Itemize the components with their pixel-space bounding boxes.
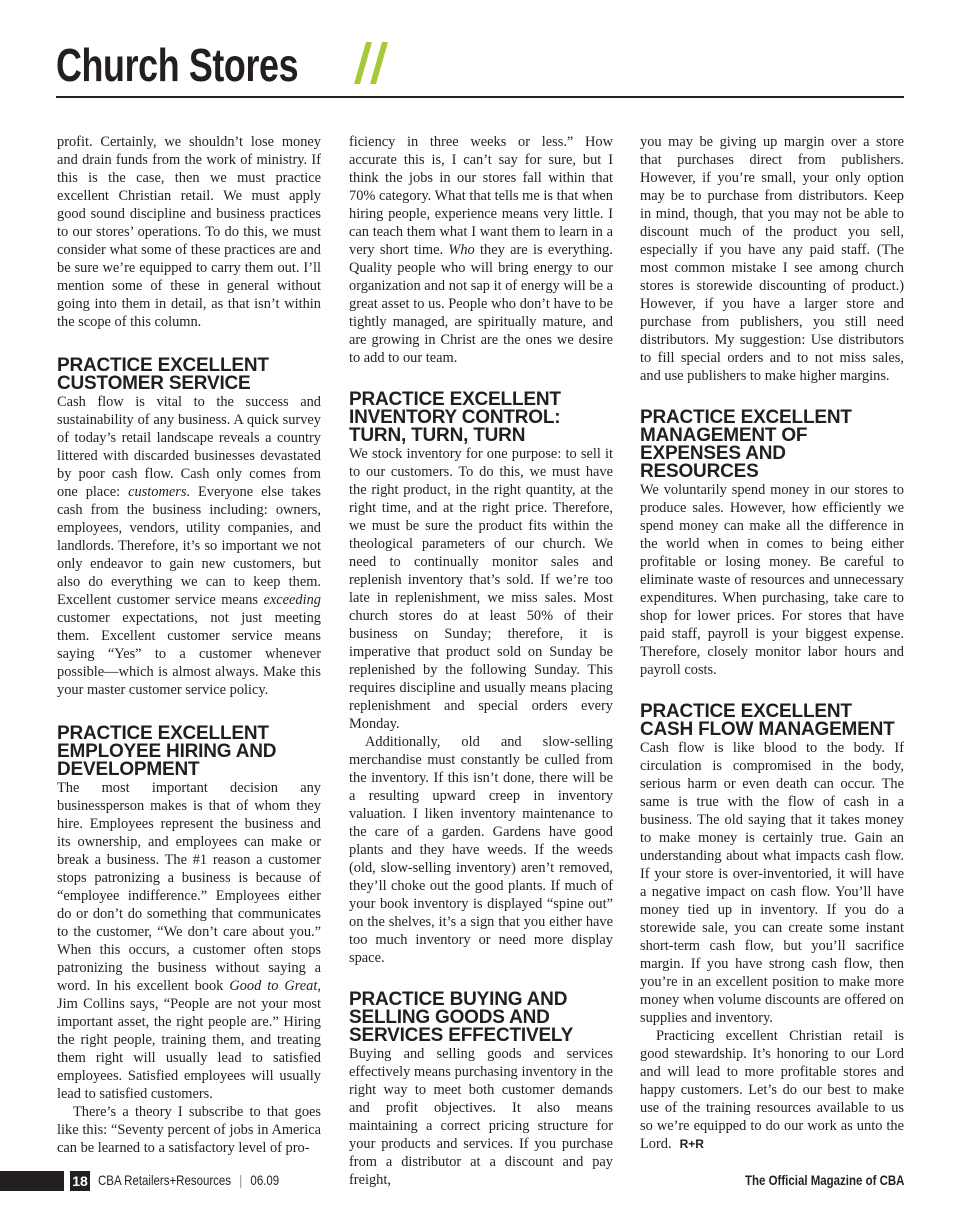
- paragraph: profit. Certainly, we shouldn’t lose money and drain funds from the work of ministry. If this is the case, then we must practice excellent Christian retail. We must apply good sound discipline and business practices to our stores’ operations. To do this, we must consider what some of these practices are and be sure we’re equipped to carry them out. I’ll mention some of these in general without going into them in detail, as that isn’t within the scope of this column.: [57, 134, 321, 330]
- end-mark: R+R: [679, 1137, 704, 1151]
- paragraph: We voluntarily spend money in our stores to produce sales. However, how efficiently we spend money can make all the difference in the world when in comes to being either profitable or losing money. Be careful to eliminate waste of resources and unnecessary expenditures. When purchasing, take care to shop for lower prices. For stores that have paid staff, payroll is your biggest expense. Therefore, closely monitor labor hours and payroll costs.: [640, 482, 904, 678]
- page-number: 18: [68, 1171, 90, 1191]
- section-heading-cash-flow: PRACTICE EXCELLENT CASH FLOW MANAGEMENT: [640, 701, 895, 740]
- section-heading-customer-service: PRACTICE EXCELLENT CUSTOMER SERVICE: [57, 355, 269, 394]
- paragraph: Cash flow is like blood to the body. If circulation is compromised in the body, serious harm or even death can occur. The same is true with the flow of cash in a business. The old saying that it takes money to make money is certainly true. Gain an understanding about what impacts cash flow. If your store is over-inventoried, it will have a negative impact on cash flow. You’ll have money tied up in inventory. If you do a storewide sale, you can create some instant short-term cash flow, but you’ll sacrifice margin. If you have strong cash flow, then you’re in an excellent position to make more money when volume discounts are offered on supplies and inventory.: [640, 740, 904, 1026]
- article-column-2: [349, 133, 613, 1189]
- paragraph: Practicing excellent Christian retail is good stewardship. It’s honoring to our Lord and will lead to more profitable stores and happy customers. Let’s do our best to make use of the training resources available to us so we’re equipped to do our work as unto the Lord. R+R: [640, 1028, 904, 1152]
- paragraph: Cash flow is vital to the success and sustainability of any business. A quick survey of today’s retail landscape reveals a country littered with discarded businesses devastated by poor cash flow. Cash only comes from one place: customers. Everyone else takes cash from the business including: owners, employees, vendors, utility companies, and landlords. Therefore, it’s so important we not only endeavor to gain new customers, but also do everything we can to keep them. Excellent customer service means exceeding customer expectations, not just meeting them. Excellent customer service means saying “Yes” to a customer whenever possible—which is almost always. Make this your master customer service policy.: [57, 394, 321, 698]
- paragraph: Buying and selling goods and services effectively means purchasing inventory in the right way to meet both customer demands and profit objectives. It also means maintaining a correct pricing structure for your products and services. If you purchase from a distributor at a discount and pay freight,: [349, 1046, 613, 1188]
- section-title: Church Stores: [56, 39, 299, 91]
- paragraph: We stock inventory for one purpose: to sell it to our customers. To do this, we must have the right product, in the right quantity, at the right time, and at the right price. Therefore, we must be sure the product fits within the theological parameters of our church. We need to continually monitor sales and replenish inventory that’s sold. If we’re too late in replenishment, we miss sales. Most church stores do at least 50% of their business on Sunday; therefore, it is imperative that product sold on Sunday be replenished by the following Sunday. This requires discipline and usually means placing replenishment and special orders every Monday.: [349, 446, 613, 732]
- paragraph: ficiency in three weeks or less.” How accurate this is, I can’t say for sure, but I think the jobs in our stores fall within that 70% category. What that tells me is that when hiring people, experience means very little. I can teach them what I want them to learn in a very short time. Who they are is everything. Quality people who will bring energy to our organization and not sap it of energy will be a great asset to us. People who don’t have to be tightly managed, are spiritually mature, and are growing in Christ are the ones we desire to add to our team.: [349, 134, 613, 366]
- section-heading-employee-hiring: PRACTICE EXCELLENT EMPLOYEE HIRING AND DEVELOPMENT: [57, 723, 277, 780]
- paragraph: you may be giving up margin over a store that purchases direct from publishers. However, if you’re small, your only option may be to purchase from distributors. Keep in mind, though, that you may not be able to discount much of the product you sell, especially if you have any paid staff. (The most common mistake I see among church stores is storewide discounting of product.) However, if you have a larger store and purchase from publishers, you still need distributors. My suggestion: Use distributors to fill special orders and to not miss sales, and use publishers to make higher margins.: [640, 134, 904, 384]
- footer-bar: [0, 1171, 64, 1191]
- section-heading-inventory-control: PRACTICE EXCELLENT INVENTORY CONTROL: TURN, TURN, TURN: [349, 389, 561, 446]
- section-heading-buying-selling: PRACTICE BUYING AND SELLING GOODS AND SERVICES EFFECTIVELY: [349, 989, 574, 1046]
- footer-tagline: The Official Magazine of CBA: [744, 1172, 904, 1188]
- issue-date: 06.09: [250, 1172, 280, 1188]
- page-header: [56, 34, 904, 98]
- article-column-1: [57, 133, 321, 1157]
- section-heading-expenses-resources: PRACTICE EXCELLENT MANAGEMENT OF EXPENSES AND RESOURCES: [640, 407, 852, 482]
- paragraph: Additionally, old and slow-selling merchandise must constantly be culled from the inventory. If this isn’t done, there will be a resulting upward creep in inventory valuation. I liken inventory maintenance to the care of a garden. Gardens have good plants and they have weeds. If the weeds (old, slow-selling inventory) aren’t removed, they’ll choke out the good plants. If much of your book inventory is displayed “spine out” on the shelves, it’s a sign that you either have too much inventory or need more display space.: [349, 734, 613, 966]
- double-slash-icon: [352, 42, 392, 84]
- article-column-3: [640, 133, 904, 1153]
- footer-publication: [98, 1172, 279, 1188]
- paragraph: There’s a theory I subscribe to that goes like this: “Seventy percent of jobs in America can be learned to a satisfactory level of pro-: [57, 1104, 321, 1156]
- footer-separator: |: [239, 1172, 243, 1188]
- paragraph: The most important decision any businessperson makes is that of whom they hire. Employees represent the business and its ownership, and employees can make or break a business. The #1 reason a customer stops patronizing a business is because of “employee indifference.” Employees either do or don’t do something that communicates to the customer, “We don’t care about you.” When this occurs, a customer often stops patronizing the business without saying a word. In his excellent book Good to Great, Jim Collins says, “People are not your most important asset, the right people are.” Hiring the right people, training them, and treating them right will usually lead to satisfied employees. Satisfied employees will usually lead to satisfied customers.: [57, 780, 321, 1102]
- publication-name: CBA Retailers+Resources: [98, 1172, 232, 1188]
